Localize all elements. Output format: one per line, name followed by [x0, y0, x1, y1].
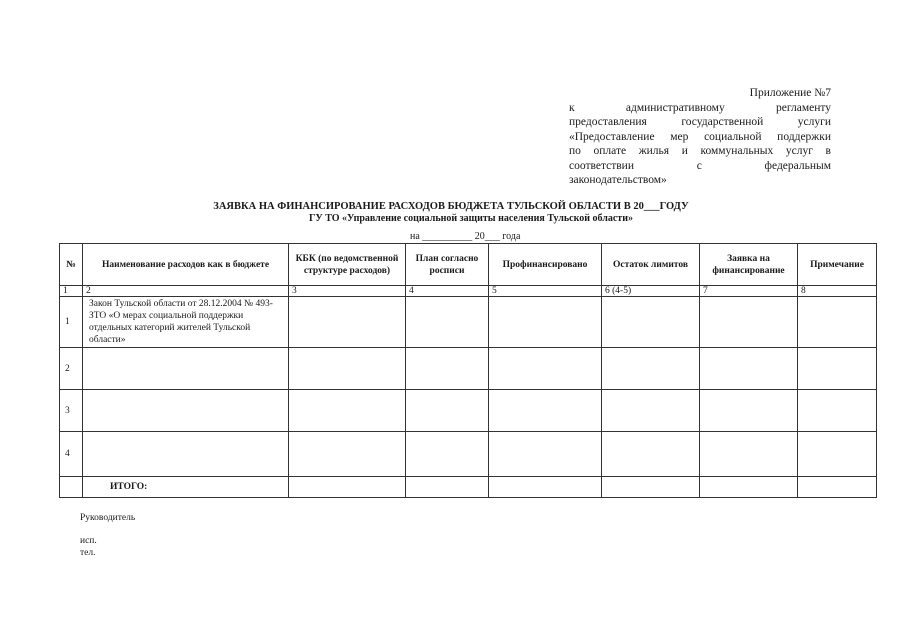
- table-cell: [289, 477, 406, 498]
- col-header-remaining: Остаток лимитов: [602, 244, 700, 286]
- col-header-number: №: [60, 244, 83, 286]
- table-cell: [489, 390, 602, 432]
- footer-executor: исп.: [80, 536, 97, 546]
- column-number: 5: [489, 286, 602, 297]
- table-cell: [489, 432, 602, 477]
- table-cell: [602, 477, 700, 498]
- column-number: 3: [289, 286, 406, 297]
- col-header-financed: Профинансировано: [489, 244, 602, 286]
- document-subtitle: ГУ ТО «Управление социальной защиты населения Тульской области»: [309, 213, 633, 224]
- col-header-name: Наименование расходов как в бюджете: [83, 244, 289, 286]
- table-cell: [289, 432, 406, 477]
- table-cell: [289, 348, 406, 390]
- table-cell: [602, 432, 700, 477]
- finance-request-table: [59, 243, 877, 498]
- table-cell: [700, 297, 798, 348]
- appendix-line: «Предоставление мер социальной поддержки: [569, 130, 831, 143]
- table-cell: [406, 297, 489, 348]
- row-index: 3: [60, 390, 83, 432]
- table-cell: [289, 297, 406, 348]
- appendix-title: Приложение №7: [749, 87, 831, 99]
- table-cell: [406, 348, 489, 390]
- col-header-plan: План согласно росписи: [406, 244, 489, 286]
- table-cell: [60, 477, 83, 498]
- table-cell: [700, 390, 798, 432]
- table-cell: [489, 348, 602, 390]
- appendix-line: соответствии с федеральным: [569, 159, 831, 172]
- table-row: [60, 348, 877, 390]
- table-cell: [406, 477, 489, 498]
- appendix-line: по оплате жилья и коммунальных услуг в: [569, 145, 831, 157]
- appendix-line: к административному регламенту: [569, 101, 831, 114]
- table-cell: [489, 297, 602, 348]
- col-header-request: Заявка на финансирование: [700, 244, 798, 286]
- column-number-row: [60, 286, 877, 297]
- col-header-note: Примечание: [798, 244, 877, 286]
- table-cell: [700, 432, 798, 477]
- col-header-kbk: КБК (по ведомственной структуре расходов): [289, 244, 406, 286]
- table-cell: [798, 432, 877, 477]
- appendix-block: [569, 86, 831, 188]
- row-name: Закон Тульской области от 28.12.2004 № 493-ЗТО «О мерах социальной поддержки отдельных категорий жителей Тульской области»: [83, 297, 289, 348]
- appendix-line: предоставления государственной услуги: [569, 116, 831, 128]
- column-number: 2: [83, 286, 289, 297]
- row-name: [83, 390, 289, 432]
- row-name: [83, 348, 289, 390]
- table-cell: [798, 348, 877, 390]
- column-number: 1: [60, 286, 83, 297]
- table-row: [60, 297, 877, 348]
- column-number: 4: [406, 286, 489, 297]
- appendix-line: законодательством»: [569, 174, 667, 186]
- table-cell: [489, 477, 602, 498]
- table-cell: [602, 297, 700, 348]
- row-index: 4: [60, 432, 83, 477]
- row-index: 2: [60, 348, 83, 390]
- table-cell: [602, 348, 700, 390]
- column-number: 6 (4-5): [602, 286, 700, 297]
- date-line: на __________ 20___ года: [410, 231, 521, 242]
- footer-phone: тел.: [80, 548, 96, 558]
- table-header-row: [60, 244, 877, 286]
- total-row: [60, 477, 877, 498]
- row-name: [83, 432, 289, 477]
- row-index: 1: [60, 297, 83, 348]
- table-cell: [798, 390, 877, 432]
- table-cell: [798, 297, 877, 348]
- table-cell: [289, 390, 406, 432]
- document-title: ЗАЯВКА НА ФИНАНСИРОВАНИЕ РАСХОДОВ БЮДЖЕТА ТУЛЬСКОЙ ОБЛАСТИ В 20___ГОДУ: [213, 201, 689, 212]
- column-number: 7: [700, 286, 798, 297]
- table-cell: [406, 390, 489, 432]
- footer-head: Руководитель: [80, 513, 136, 523]
- total-label: ИТОГО:: [83, 477, 289, 498]
- table-row: [60, 390, 877, 432]
- table-row: [60, 432, 877, 477]
- table-cell: [700, 348, 798, 390]
- table-cell: [700, 477, 798, 498]
- table-cell: [798, 477, 877, 498]
- table-cell: [406, 432, 489, 477]
- column-number: 8: [798, 286, 877, 297]
- table-cell: [602, 390, 700, 432]
